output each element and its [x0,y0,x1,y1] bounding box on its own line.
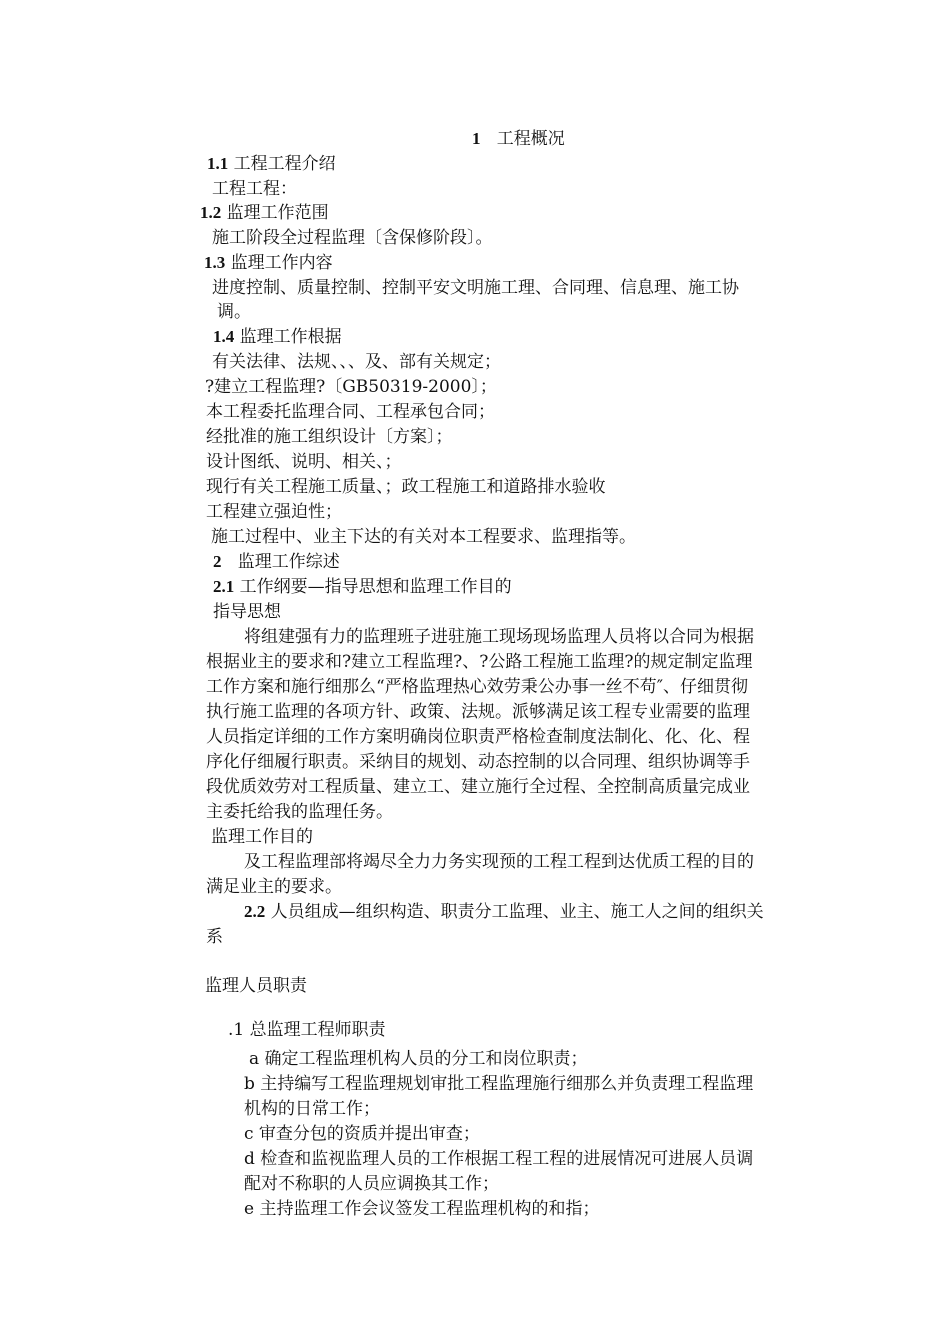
section-title-text: 监理工作综述 [237,552,340,572]
heading-text: 工作纲要—指导思想和监理工作目的 [239,577,512,597]
subheading-guide: 指导思想 [213,602,281,622]
paragraph-line: 满足业主的要求。 [206,877,342,897]
duty-item: 配对不称职的人员应调换其工作； [244,1174,499,1194]
paragraph-line: 主委托给我的监理任务。 [206,802,393,822]
section-title-1 [472,127,565,151]
subheading-goal: 监理工作目的 [211,827,313,847]
subheading-chief-engineer: .1 总监理工程师职责 [228,1020,386,1040]
paragraph-line: 系 [206,927,223,947]
paragraph-line: 段优质效劳对工程质量、建立工、建立施行全过程、全控制高质量完成业 [206,777,750,797]
paragraph-line: 根据业主的要求和?建立工程监理?、?公路工程施工监理?的规定制定监理 [206,652,753,672]
basis-item: 有关法律、法规、、、及、部有关规定； [212,352,501,372]
duty-item: b 主持编写工程监理规划审批工程监理施行细那么并负责理工程监理 [244,1074,754,1094]
heading-text: 监理工作根据 [239,327,342,347]
basis-item: 施工过程中、业主下达的有关对本工程要求、监理指等。 [211,527,636,547]
heading-number: 1.1 [207,154,229,173]
paragraph-line: 进度控制、质量控制、控制平安文明施工理、合同理、信息理、施工协 [212,278,739,298]
heading-text: 监理工作内容 [230,253,333,273]
subheading-duties: 监理人员职责 [205,976,307,996]
basis-item: 设计图纸、说明、相关、； [206,452,402,472]
basis-item: ?建立工程监理?〔GB50319-2000〕； [205,377,497,397]
section-number: 2 [213,552,222,571]
heading-1-3 [204,251,333,275]
heading-2-1 [213,575,512,599]
paragraph-line: 人员指定详细的工作方案明确岗位职责严格检查制度法制化、化、化、程 [206,727,750,747]
heading-1-2 [200,201,329,225]
basis-item: 本工程委托监理合同、工程承包合同； [206,402,495,422]
basis-item: 经批准的施工组织设计〔方案〕； [206,427,453,447]
heading-number: 1.4 [213,327,235,346]
heading-number: 1.2 [200,203,222,222]
basis-item: 现行有关工程施工质量、；政工程施工和道路排水验收 [206,477,606,497]
heading-2-2 [244,900,764,924]
heading-1-4 [213,325,342,349]
section-title-2 [213,550,340,574]
duty-item: 机构的日常工作； [244,1099,380,1119]
duty-item: a 确定工程监理机构人员的分工和岗位职责； [249,1049,588,1069]
heading-text: 人员组成—组织构造、职责分工监理、业主、施工人之间的组织关 [270,902,764,922]
section-number: 1 [472,129,481,148]
paragraph-line: 将组建强有力的监理班子进驻施工现场现场监理人员将以合同为根据 [244,627,754,647]
heading-number: 2.1 [213,577,235,596]
paragraph-line: 执行施工监理的各项方针、政策、法规。派够满足该工程专业需要的监理 [206,702,750,722]
duty-item: c 审查分包的资质并提出审查； [244,1124,480,1144]
heading-number: 2.2 [244,902,266,921]
heading-1-1 [207,152,336,176]
paragraph-line: 工作方案和施行细那么“严格监理热心效劳秉公办事一丝不苟″、仔细贯彻 [206,677,749,697]
duty-item: e 主持监理工作会议签发工程监理机构的和指； [244,1199,600,1219]
heading-number: 1.3 [204,253,226,272]
basis-item: 工程建立强迫性； [206,502,342,522]
paragraph-line: 及工程监理部将竭尽全力力务实现预的工程工程到达优质工程的目的 [244,852,754,872]
paragraph-line: 施工阶段全过程监理〔含保修阶段〕。 [212,228,493,248]
section-title-text: 工程概况 [496,129,565,149]
paragraph-line: 调。 [217,302,251,322]
heading-text: 工程工程介绍 [233,154,336,174]
paragraph-line: 工程工程： [212,179,297,199]
duty-item: d 检查和监视监理人员的工作根据工程工程的进展情况可进展人员调 [244,1149,754,1169]
paragraph-line: 序化仔细履行职责。采纳目的规划、动态控制的以合同理、组织协调等手 [206,752,750,772]
heading-text: 监理工作范围 [226,203,329,223]
